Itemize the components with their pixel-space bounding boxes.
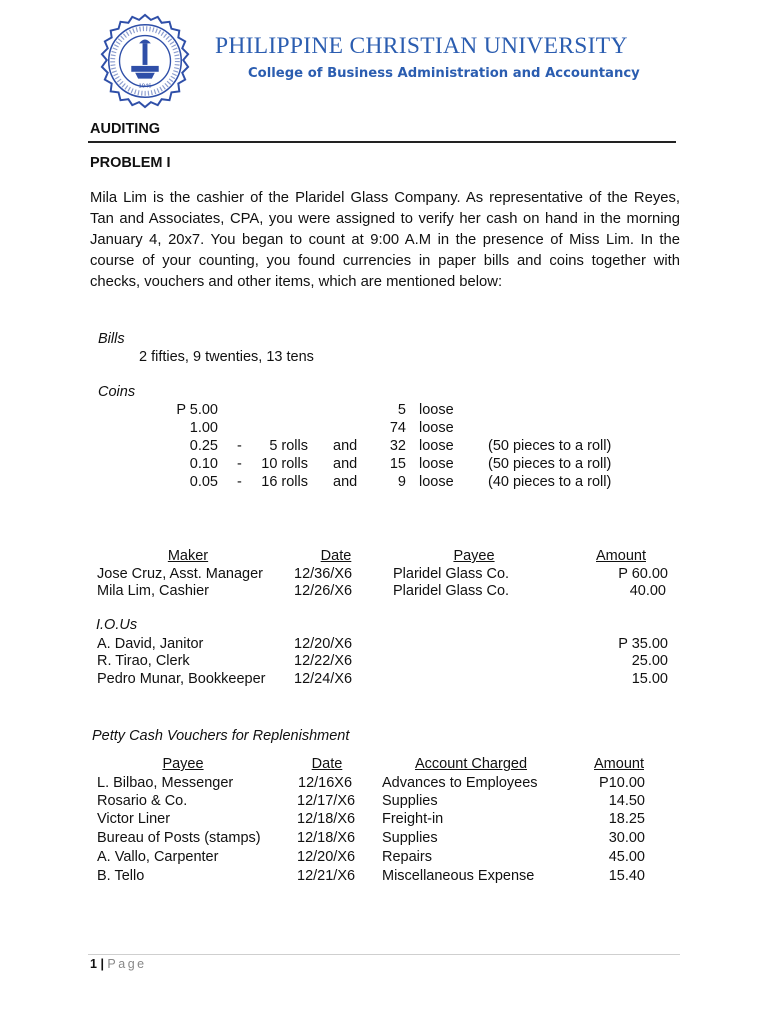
problem-title: PROBLEM I xyxy=(90,155,171,171)
coin-loose-count: 74 xyxy=(389,420,406,436)
college-name: College of Business Administration and Accountancy xyxy=(248,66,640,81)
iou-amount: P 35.00 xyxy=(618,636,668,652)
vouchers-heading: Petty Cash Vouchers for Replenishment xyxy=(92,728,350,744)
voucher-date: 12/20/X6 xyxy=(297,849,356,865)
subject-heading: AUDITING xyxy=(90,121,161,137)
coin-and: and xyxy=(333,456,358,472)
voucher-amount: 15.40 xyxy=(608,868,645,884)
col-header-date: Date xyxy=(320,548,352,564)
col-header-payee: Payee xyxy=(162,756,204,772)
coin-loose-label: loose xyxy=(419,402,454,418)
coin-loose-count: 15 xyxy=(389,456,406,472)
col-header-payee: Payee xyxy=(453,548,495,564)
coin-denomination: 1.00 xyxy=(189,420,218,436)
coin-denomination: 0.05 xyxy=(189,474,218,490)
check-amount: 40.00 xyxy=(629,583,666,599)
page-label: Page xyxy=(107,957,147,971)
voucher-account: Supplies xyxy=(382,793,438,809)
voucher-payee: Rosario & Co. xyxy=(97,793,188,809)
check-amount: P 60.00 xyxy=(618,566,668,582)
voucher-date: 12/21/X6 xyxy=(297,868,356,884)
check-date: 12/36/X6 xyxy=(294,566,353,582)
voucher-amount: 45.00 xyxy=(608,849,645,865)
voucher-payee: Victor Liner xyxy=(97,811,171,827)
voucher-account: Supplies xyxy=(382,830,438,846)
university-seal xyxy=(96,12,194,110)
voucher-date: 12/17/X6 xyxy=(297,793,356,809)
coin-denomination: P 5.00 xyxy=(176,402,218,418)
coin-roll-note: (50 pieces to a roll) xyxy=(488,456,612,472)
col-header-date: Date xyxy=(311,756,343,772)
heading-rule xyxy=(88,141,676,143)
check-maker: Jose Cruz, Asst. Manager xyxy=(97,566,264,582)
voucher-payee: A. Vallo, Carpenter xyxy=(97,849,219,865)
voucher-account: Advances to Employees xyxy=(382,775,538,791)
seal-year: 1946 xyxy=(138,83,152,90)
voucher-amount: 30.00 xyxy=(608,830,645,846)
page-footer xyxy=(90,957,147,971)
col-header-amount: Amount xyxy=(596,548,646,564)
coin-and: and xyxy=(333,438,358,454)
ious-heading: I.O.Us xyxy=(96,617,138,633)
coin-loose-count: 5 xyxy=(397,402,406,418)
voucher-payee: L. Bilbao, Messenger xyxy=(97,775,234,791)
coin-loose-label: loose xyxy=(419,456,454,472)
iou-name: A. David, Janitor xyxy=(97,636,204,652)
voucher-account: Repairs xyxy=(382,849,432,865)
coin-dash: - xyxy=(237,438,242,454)
coins-heading: Coins xyxy=(98,384,136,400)
col-header-account: Account Charged xyxy=(414,756,528,772)
voucher-amount: 14.50 xyxy=(608,793,645,809)
voucher-account: Miscellaneous Expense xyxy=(382,868,535,884)
voucher-date: 12/16X6 xyxy=(298,775,353,791)
iou-date: 12/20/X6 xyxy=(294,636,353,652)
iou-date: 12/22/X6 xyxy=(294,653,353,669)
coin-roll-note: (50 pieces to a roll) xyxy=(488,438,612,454)
iou-amount: 15.00 xyxy=(631,671,668,687)
coin-loose-count: 32 xyxy=(389,438,406,454)
voucher-account: Freight-in xyxy=(382,811,444,827)
coin-dash: - xyxy=(237,474,242,490)
footer-rule xyxy=(88,954,680,955)
coin-and: and xyxy=(333,474,358,490)
coin-rolls: 16 rolls xyxy=(261,474,308,490)
coin-loose-label: loose xyxy=(419,420,454,436)
university-name: PHILIPPINE CHRISTIAN UNIVERSITY xyxy=(215,33,628,59)
coin-denomination: 0.10 xyxy=(189,456,218,472)
problem-paragraph: Mila Lim is the cashier of the Plaridel Glass Company. As representative of the Reyes, Tan and Associates, CPA, you were assigned to verify her cash on hand in the morning January 4, 20x7. You began to count at 9:00 A.M in the presence of Miss Lim. In the course of your counting, you found currencies in paper bills and coins together with checks, vouchers and other items, which are mentioned below: xyxy=(90,190,680,290)
coin-denomination: 0.25 xyxy=(189,438,218,454)
check-payee: Plaridel Glass Co. xyxy=(393,566,510,582)
voucher-date: 12/18/X6 xyxy=(297,830,356,846)
voucher-amount: P10.00 xyxy=(599,775,645,791)
voucher-payee: B. Tello xyxy=(97,868,145,884)
iou-name: Pedro Munar, Bookkeeper xyxy=(97,671,266,687)
iou-amount: 25.00 xyxy=(631,653,668,669)
voucher-amount: 18.25 xyxy=(608,811,645,827)
check-payee: Plaridel Glass Co. xyxy=(393,583,510,599)
check-date: 12/26/X6 xyxy=(294,583,353,599)
iou-name: R. Tirao, Clerk xyxy=(97,653,190,669)
coin-rolls: 10 rolls xyxy=(261,456,308,472)
page-number: 1 xyxy=(90,957,97,971)
coin-loose-label: loose xyxy=(419,438,454,454)
coin-rolls: 5 rolls xyxy=(269,438,308,454)
bills-heading: Bills xyxy=(98,331,125,347)
coin-loose-label: loose xyxy=(419,474,454,490)
coin-roll-note: (40 pieces to a roll) xyxy=(488,474,612,490)
col-header-maker: Maker xyxy=(167,548,209,564)
bills-detail: 2 fifties, 9 twenties, 13 tens xyxy=(139,349,314,365)
col-header-amount: Amount xyxy=(594,756,644,772)
coin-loose-count: 9 xyxy=(397,474,406,490)
page-separator: | xyxy=(100,957,104,971)
coin-dash: - xyxy=(237,456,242,472)
voucher-date: 12/18/X6 xyxy=(297,811,356,827)
voucher-payee: Bureau of Posts (stamps) xyxy=(97,830,261,846)
check-maker: Mila Lim, Cashier xyxy=(97,583,209,599)
iou-date: 12/24/X6 xyxy=(294,671,353,687)
